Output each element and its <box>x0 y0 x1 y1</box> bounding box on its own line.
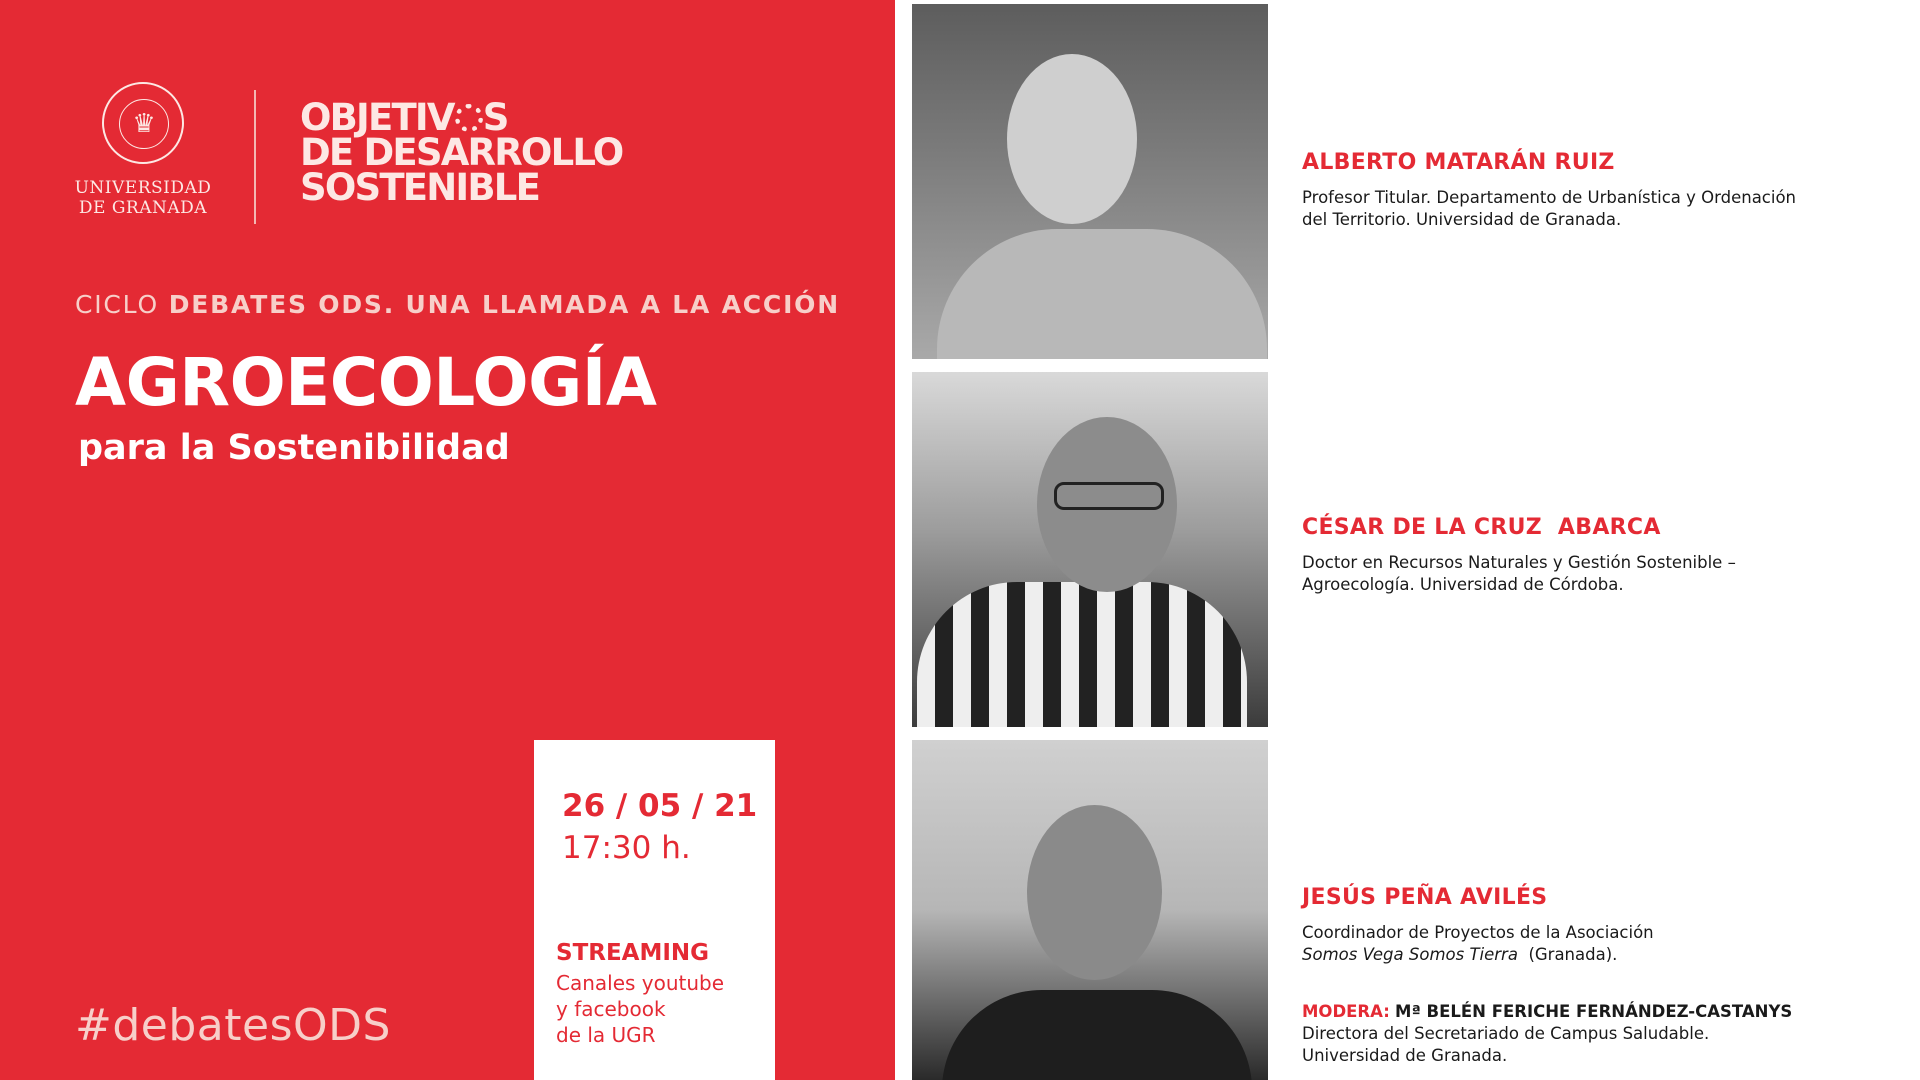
sdg-wheel-icon <box>455 104 483 132</box>
photo-1-face <box>1007 54 1137 224</box>
ods-line1 <box>300 96 622 139</box>
speaker-2 <box>1302 515 1862 596</box>
speaker-3-description <box>1302 922 1862 966</box>
logo-divider <box>254 90 256 224</box>
cycle-prefix: CICLO <box>75 290 169 319</box>
speaker-1 <box>1302 150 1862 231</box>
moderator-label: MODERA: <box>1302 1002 1390 1021</box>
speaker-photo-3 <box>912 740 1268 1080</box>
speaker-3-desc-line1: Coordinador de Proyectos de la Asociación <box>1302 923 1654 942</box>
speaker-3-desc-line2 <box>1302 944 1862 966</box>
speaker-1-description <box>1302 187 1862 231</box>
speaker-photo-2 <box>912 372 1268 727</box>
university-name <box>62 178 224 218</box>
photo-2-glasses <box>1054 482 1164 510</box>
university-name-line2: DE GRANADA <box>78 198 208 218</box>
event-title: AGROECOLOGÍA <box>75 344 657 421</box>
streaming-line1: Canales youtube <box>556 971 725 995</box>
speaker-3-association: Somos Vega Somos Tierra <box>1302 945 1518 964</box>
cycle-heading <box>75 290 840 319</box>
ods-logo <box>300 96 623 209</box>
speaker-2-name: CÉSAR DE LA CRUZ ABARCA <box>1302 515 1661 540</box>
photo-2-body <box>917 582 1247 727</box>
speaker-1-name: ALBERTO MATARÁN RUIZ <box>1302 150 1615 175</box>
speaker-2-desc-line1: Doctor en Recursos Naturales y Gestión Sostenible – <box>1302 553 1736 572</box>
left-panel <box>0 0 895 1080</box>
moderator-line2: Universidad de Granada. <box>1302 1046 1508 1065</box>
ods-line3: SOSTENIBLE <box>300 166 540 209</box>
moderator-name: Mª BELÉN FERICHE FERNÁNDEZ-CASTANYS <box>1395 1002 1793 1021</box>
moderator-block <box>1302 1001 1882 1067</box>
streaming-channels <box>556 970 756 1048</box>
streaming-label: STREAMING <box>556 940 710 966</box>
speaker-2-description <box>1302 552 1862 596</box>
streaming-line2: y facebook <box>556 997 666 1021</box>
date-box <box>534 740 775 1080</box>
speaker-3-location: (Granada). <box>1517 945 1618 964</box>
university-logo <box>62 82 224 218</box>
speaker-1-desc-line1: Profesor Titular. Departamento de Urbanística y Ordenación <box>1302 188 1797 207</box>
university-name-line1: UNIVERSIDAD <box>74 178 212 198</box>
photo-1-body <box>937 229 1267 359</box>
speaker-photo-1 <box>912 4 1268 359</box>
ods-line1-prefix: OBJETIV <box>300 96 454 139</box>
ods-line1-suffix: S <box>482 96 508 139</box>
speaker-3-name: JESÚS PEÑA AVILÉS <box>1302 885 1548 910</box>
speaker-1-desc-line2: del Territorio. Universidad de Granada. <box>1302 210 1622 229</box>
university-seal-icon: ♛ <box>102 82 184 164</box>
event-subtitle: para la Sostenibilidad <box>78 428 510 468</box>
cycle-name: DEBATES ODS. UNA LLAMADA A LA ACCIÓN <box>168 290 840 319</box>
ods-line2: DE DESARROLLO <box>300 131 623 174</box>
moderator-line1: Directora del Secretariado de Campus Saludable. <box>1302 1024 1710 1043</box>
photo-3-face <box>1027 805 1162 980</box>
speaker-3 <box>1302 885 1862 966</box>
event-date: 26 / 05 / 21 <box>562 788 758 824</box>
photo-3-body <box>942 990 1252 1080</box>
hashtag: #debatesODS <box>75 1000 391 1051</box>
streaming-line3: de la UGR <box>556 1023 656 1047</box>
moderator-heading <box>1302 1001 1882 1023</box>
event-time: 17:30 h. <box>562 830 691 866</box>
speaker-2-desc-line2: Agroecología. Universidad de Córdoba. <box>1302 575 1624 594</box>
